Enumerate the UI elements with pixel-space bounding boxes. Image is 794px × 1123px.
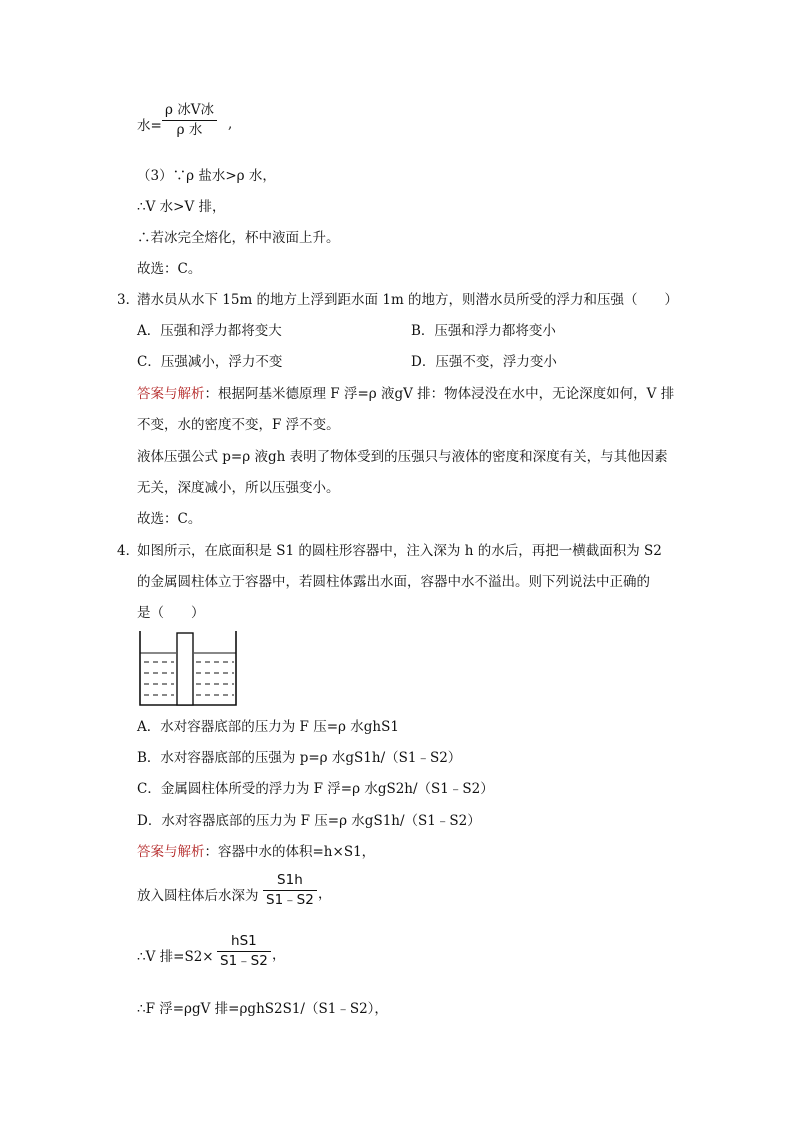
q4-depth-prefix: 放入圆柱体后水深为 <box>137 888 259 904</box>
q4-v-prefix: ∴V 排=S2× <box>137 949 214 965</box>
q4-v-suffix: ， <box>272 947 286 963</box>
q4-option-d: D．水对容器底部的压力为 F 压=ρ 水gS1h/（S1﹣S2） <box>137 813 481 829</box>
q3-option-a: A．压强和浮力都将变大 <box>137 323 282 339</box>
q3-option-d: D．压强不变，浮力变小 <box>411 354 557 370</box>
q3-analysis-line3: 液体压强公式 p=ρ 液gh 表明了物体受到的压强只与液体的密度和深度有关，与其他因素 <box>137 449 668 465</box>
q4-depth-numerator: S1h <box>277 872 303 888</box>
q3-stem: 潜水员从水下 15m 的地方上浮到距水面 1m 的地方，则潜水员所受的浮力和压强（ ） <box>137 292 679 308</box>
prev-eq-prefix: 水= <box>137 118 162 134</box>
q4-v-numerator: hS1 <box>231 933 257 949</box>
q4-stem-line1: 如图所示，在底面积是 S1 的圆柱形容器中，注入深为 h 的水后，再把一横截面积为 S2 <box>137 543 662 559</box>
q3-analysis-line1 <box>137 388 674 402</box>
q4-number: 4． <box>117 543 140 559</box>
prev-therefore2: ∴若冰完全熔化，杯中液面上升。 <box>137 230 340 246</box>
q4-depth-denominator: S1﹣S2 <box>266 891 314 908</box>
q3-answer: 故选：C。 <box>137 511 202 527</box>
q4-analysis-text1: ：容器中水的体积=h×S1， <box>204 844 376 860</box>
q4-depth-fraction <box>263 874 317 907</box>
q4-f-line: ∴F 浮=ρgV 排=ρghS2S1/（S1﹣S2）， <box>137 1001 388 1017</box>
prev-eq-suffix: , <box>228 116 233 132</box>
prev-step3: （3）∵ρ 盐水>ρ 水， <box>137 168 276 184</box>
q3-number: 3． <box>117 292 140 308</box>
q4-depth-suffix: ， <box>318 886 332 902</box>
q4-v-fraction <box>217 935 271 968</box>
q4-stem-line2: 的金属圆柱体立于容器中，若圆柱体露出水面，容器中水不溢出。则下列说法中正确的 <box>137 574 650 590</box>
q3-analysis-text1: ：根据阿基米德原理 F 浮=ρ 液gV 排：物体浸没在水中，无论深度如何，V 排 <box>204 386 675 402</box>
prev-fraction-numerator: ρ 冰V冰 <box>165 102 214 118</box>
q3-analysis-line4: 无关，深度减小，所以压强变小。 <box>137 480 340 496</box>
q3-analysis-line2: 不变，水的密度不变，F 浮不变。 <box>137 417 340 433</box>
prev-fraction <box>162 104 217 137</box>
q3-option-c: C．压强减小，浮力不变 <box>137 354 283 370</box>
metal-cylinder <box>177 633 193 705</box>
prev-fraction-denominator: ρ 水 <box>176 121 203 138</box>
q3-analysis-label: 答案与解析 <box>137 386 205 402</box>
prev-therefore1: ∴V 水>V 排， <box>137 199 226 215</box>
q4-analysis-line1 <box>137 846 375 860</box>
q4-analysis-label: 答案与解析 <box>137 844 205 860</box>
q4-stem-line3: 是（ ） <box>137 605 205 621</box>
q4-option-a: A．水对容器底部的压力为 F 压=ρ 水ghS1 <box>137 719 399 735</box>
q3-option-b: B．压强和浮力都将变小 <box>411 323 556 339</box>
q4-option-c: C．金属圆柱体所受的浮力为 F 浮=ρ 水gS2h/（S1﹣S2） <box>137 781 494 797</box>
prev-answer: 故选：C。 <box>137 261 202 277</box>
q4-v-denominator: S1﹣S2 <box>220 952 268 969</box>
container-diagram <box>139 631 237 707</box>
q4-option-b: B．水对容器底部的压强为 p=ρ 水gS1h/（S1﹣S2） <box>137 750 462 766</box>
